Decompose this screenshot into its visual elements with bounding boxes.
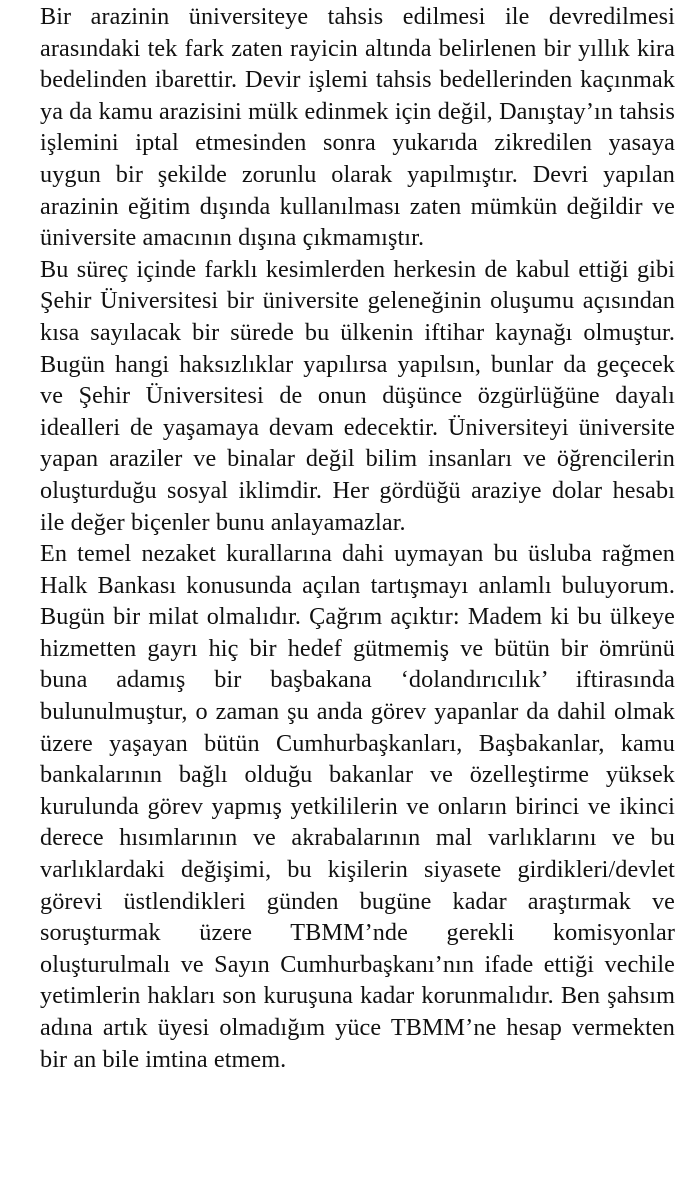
paragraph-sehir-university: Bu süreç içinde farklı kesimlerden herkesin de kabul ettiği gibi Şehir Üniversitesi bir üniversite geleneğinin oluşumu açısından kısa sayılacak bir sürede bu ülkenin iftihar kaynağı olmuştur. Bugün hangi haksızlıklar yapılırsa yapılsın, bunlar da geçecek ve Şehir Üniversitesi de onun düşünce özgürlüğüne dayalı idealleri de yaşamaya devam edecektir. Üniversiteyi üniversite yapan araziler ve binalar değil bilim insanları ve öğrencilerin oluşturduğu sosyal iklimdir. Her gördüğü araziye dolar hesabı ile değer biçenler bunu anlayamazlar. — [40, 255, 675, 536]
paragraph-halk-bank-call: En temel nezaket kurallarına dahi uymayan bu üsluba rağmen Halk Bankası konusunda açılan tartışmayı anlamlı buluyorum. Bugün bir milat olmalıdır. Çağrım açıktır: Madem ki bu ülkeye hizmetten gayrı hiç bir hedef gütmemiş ve bütün bir ömrünü buna adamış bir başbakana ‘dolandırıcılık’ iftirasında bulunulmuştur, o zaman şu anda görev yapanlar da dahil olmak üzere yaşayan bütün Cumhurbaşkanları, Başbakanlar, kamu bankalarının bağlı olduğu bakanlar ve özelleştirme yüksek kurulunda görev yapmış yetkililerin ve onların birinci ve ikinci derece hısımlarının ve akrabalarının mal varlıklarını ve bu varlıklardaki değişimi, bu kişilerin siyasete girdikleri/devlet görevi üstlendikleri günden bugüne kadar araştırmak ve soruşturmak üzere TBMM’nde gerekli komisyonlar oluşturulmalı ve Sayın Cumhurbaşkanı’nın ifade ettiği vechile yetimlerin hakları son kuruşuna kadar korunmalıdır. Ben şahsım adına artık üyesi olmadığım yüce TBMM’ne hesap vermekten bir an bile imtina etmem. — [40, 540, 675, 1073]
document-body — [40, 1, 675, 1075]
paragraph-land-transfer: Bir arazinin üniversiteye tahsis edilmesi ile devredilmesi arasındaki tek fark zaten rayicin altında belirlenen bir yıllık kira bedelinden ibarettir. Devir işlemi tahsis bedellerinden kaçınmak ya da kamu arazisini mülk edinmek için değil, Danıştay’ın tahsis işlemini iptal etmesinden sonra yukarıda zikredilen yasaya uygun bir şekilde zorunlu olarak yapılmıştır. Devri yapılan arazinin eğitim dışında kullanılması zaten mümkün değildir ve üniversite amacının dışına çıkmamıştır. — [40, 3, 675, 252]
